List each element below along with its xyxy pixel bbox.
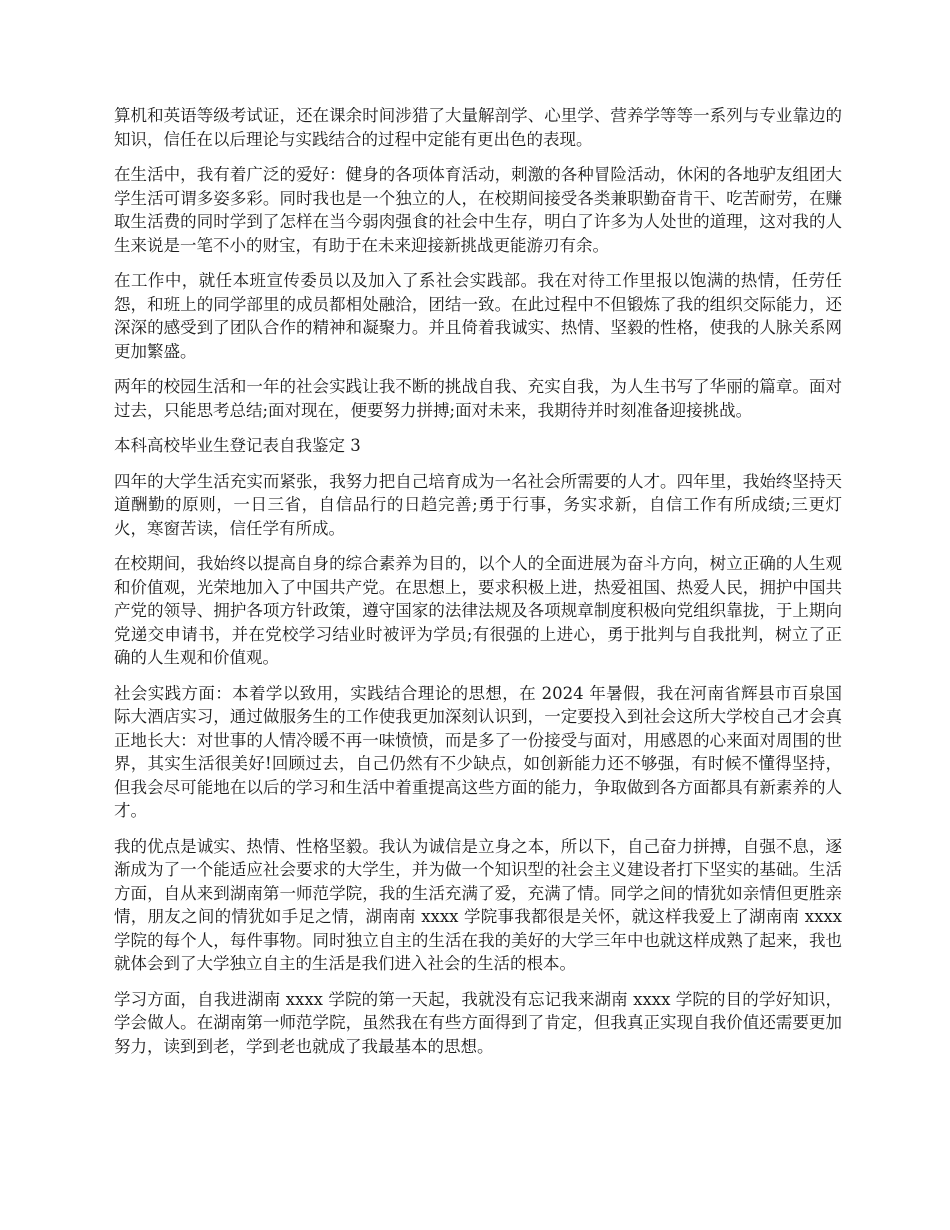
paragraph: 学习方面，自我进湖南 xxxx 学院的第一天起，我就没有忘记我来湖南 xxxx 学院的目的学好知识，学会做人。在湖南第一师范学院，虽然我在有些方面得到了肯定，但我真正实现自我价值还需要更加努力，读到到老，学到老也就成了我最基本的思想。 — [114, 989, 842, 1056]
section-title: 本科高校毕业生登记表自我鉴定 3 — [114, 436, 361, 455]
paragraph: 社会实践方面：本着学以致用，实践结合理论的思想，在 2024 年暑假，我在河南省辉县市百泉国际大酒店实习，通过做服务生的工作使我更加深刻认识到，一定要投入到社会这所大学校自己才会真正地长大：对世事的人情冷暖不再一味愤愤，而是多了一份接受与面对，用感恩的心来面对周围的世界，其实生活很美好!回顾过去，自己仍然有不少缺点，如创新能力还不够强，有时候不懂得坚持，但我会尽可能地在以后的学习和生活中着重提高这些方面的能力，争取做到各方面都具有新素养的人才。 — [114, 683, 842, 820]
paragraph: 算机和英语等级考试证，还在课余时间涉猎了大量解剖学、心里学、营养学等等一系列与专业靠边的知识，信任在以后理论与实践结合的过程中定能有更出色的表现。 — [114, 106, 842, 149]
paragraph: 四年的大学生活充实而紧张，我努力把自己培育成为一名社会所需要的人才。四年里，我始终坚持天道酬勤的原则，一日三省，自信品行的日趋完善;勇于行事，务实求新，自信工作有所成绩;三更灯火，寒窗苦读，信任学有所成。 — [114, 471, 842, 538]
document-body — [114, 104, 842, 1070]
paragraph: 在工作中，就任本班宣传委员以及加入了系社会实践部。我在对待工作里报以饱满的热情，任劳任怨，和班上的同学部里的成员都相处融洽，团结一致。在此过程中不但锻炼了我的组织交际能力，还深深的感受到了团队合作的精神和凝聚力。并且倚着我诚实、热情、坚毅的性格，使我的人脉关系网更加繁盛。 — [114, 271, 842, 361]
paragraph: 在生活中，我有着广泛的爱好：健身的各项体育活动，刺激的各种冒险活动，休闲的各地驴友组团大学生活可谓多姿多彩。同时我也是一个独立的人，在校期间接受各类兼职勤奋肯干、吃苦耐劳，在赚取生活费的同时学到了怎样在当今弱肉强食的社会中生存，明白了许多为人处世的道理，这对我的人生来说是一笔不小的财宝，有助于在未来迎接新挑战更能游刃有余。 — [114, 165, 842, 255]
paragraph: 我的优点是诚实、热情、性格坚毅。我认为诚信是立身之本，所以下，自己奋力拼搏，自强不息，逐渐成为了一个能适应社会要求的大学生，并为做一个知识型的社会主义建设者打下坚实的基础。生活方面，自从来到湖南第一师范学院，我的生活充满了爱，充满了情。同学之间的情犹如亲情但更胜亲情，朋友之间的情犹如手足之情，湖南南 xxxx 学院事我都很是关怀，就这样我爱上了湖南南 xxxx 学院的每个人，每件事物。同时独立自主的生活在我的美好的大学三年中也就这样成熟了起来，我也就体会到了大学独立自主的生活是我们进入社会的生活的根本。 — [114, 836, 842, 973]
paragraph: 在校期间，我始终以提高自身的综合素养为目的，以个人的全面进展为奋斗方向，树立正确的人生观和价值观，光荣地加入了中国共产党。在思想上，要求积极上进，热爱祖国、热爱人民，拥护中国共产党的领导、拥护各项方针政策，遵守国家的法律法规及各项规章制度积极向党组织靠拢，于上期向党递交申请书，并在党校学习结业时被评为学员;有很强的上进心，勇于批判与自我批判，树立了正确的人生观和价值观。 — [114, 554, 842, 667]
paragraph: 两年的校园生活和一年的社会实践让我不断的挑战自我、充实自我，为人生书写了华丽的篇章。面对过去，只能思考总结;面对现在，便要努力拼搏;面对未来，我期待并时刻准备迎接挑战。 — [114, 377, 842, 420]
